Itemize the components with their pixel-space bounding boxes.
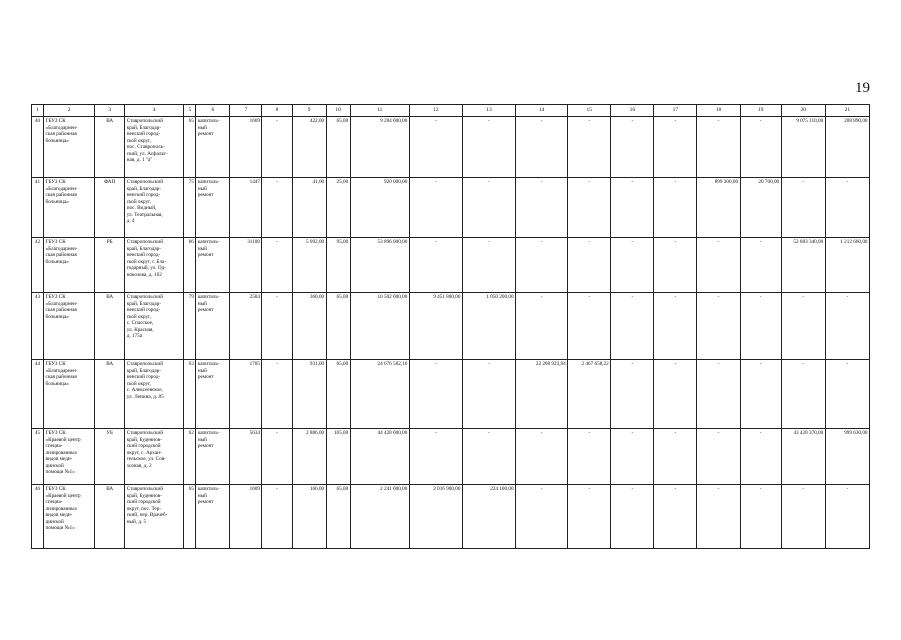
table-row: [32, 293, 870, 360]
column-header: 11: [350, 105, 409, 117]
table-cell: 1 050 200,00: [462, 293, 515, 360]
table-cell: -: [262, 485, 292, 549]
column-header: 15: [568, 105, 611, 117]
table-cell: -: [781, 485, 825, 549]
table-cell: 65: [184, 117, 196, 178]
table-cell: 422,00: [292, 117, 326, 178]
table-cell: 66: [184, 238, 196, 293]
table-cell: -: [516, 178, 568, 238]
table-cell: 2 886,00: [292, 429, 326, 485]
table-cell: -: [462, 429, 515, 485]
table-cell: -: [825, 485, 869, 549]
column-header: 1: [32, 105, 44, 117]
table-cell: -: [568, 293, 611, 360]
table-cell: -: [654, 293, 697, 360]
table-cell: -: [781, 178, 825, 238]
table-cell: -: [654, 360, 697, 429]
table-cell: -: [262, 360, 292, 429]
table-cell: -: [825, 360, 869, 429]
table-cell: капиталь- ный ремонт: [196, 238, 230, 293]
table-cell: -: [781, 293, 825, 360]
table-cell: -: [611, 117, 654, 178]
table-cell: 1447: [230, 178, 262, 238]
table-row: [32, 117, 870, 178]
table-cell: 41: [32, 178, 44, 238]
table-cell: 25,00: [326, 178, 350, 238]
table-cell: -: [611, 238, 654, 293]
column-header: 7: [230, 105, 262, 117]
column-number-row: [32, 105, 870, 117]
table-cell: 79: [184, 293, 196, 360]
table-cell: 1705: [230, 360, 262, 429]
table-cell: -: [409, 117, 462, 178]
table-cell: -: [568, 178, 611, 238]
table-cell: -: [654, 178, 697, 238]
table-cell: -: [697, 238, 740, 293]
table-cell: -: [409, 360, 462, 429]
table-row: [32, 485, 870, 549]
column-header: 4: [125, 105, 184, 117]
table-cell: 40: [32, 117, 44, 178]
table-cell: 24 676 582,16: [350, 360, 409, 429]
table-body: [32, 117, 870, 549]
table-cell: -: [568, 485, 611, 549]
column-header: 9: [292, 105, 326, 117]
table-cell: ГБУЗ СК «Благодарнен- ская районная больница»: [44, 238, 95, 293]
table-cell: -: [611, 178, 654, 238]
table-cell: -: [611, 429, 654, 485]
table-cell: 46: [32, 485, 44, 549]
table-cell: УБ: [95, 429, 125, 485]
column-header: 6: [196, 105, 230, 117]
table-cell: Ставропольский край, Благодар- ненский город- ской округ, с. Спасское, ул. Красная, д. 175а: [125, 293, 184, 360]
table-cell: 41,00: [292, 178, 326, 238]
table-cell: -: [654, 429, 697, 485]
table-cell: ВА: [95, 360, 125, 429]
column-header: 2: [44, 105, 95, 117]
table-cell: 1609: [230, 485, 262, 549]
table-cell: 899 300,00: [697, 178, 740, 238]
table-cell: -: [697, 117, 740, 178]
table-cell: 105,00: [326, 429, 350, 485]
table-cell: Ставропольский край, Благодар- ненский город- ской округ, г. Бла- годарный, ул. Од- нокозова, д. 162: [125, 238, 184, 293]
page-number: 19: [855, 80, 870, 96]
table-row: [32, 429, 870, 485]
table-cell: 9 284 000,00: [350, 117, 409, 178]
table-cell: -: [740, 360, 781, 429]
column-header: 5: [184, 105, 196, 117]
table-cell: -: [654, 485, 697, 549]
table-cell: -: [409, 178, 462, 238]
table-cell: 44 428 000,00: [350, 429, 409, 485]
table-row: [32, 360, 870, 429]
table-cell: ВА: [95, 117, 125, 178]
table-cell: 999 630,00: [825, 429, 869, 485]
table-cell: 62: [184, 429, 196, 485]
table-cell: -: [568, 117, 611, 178]
table-cell: ГБУЗ СК «Благодарнен- ская районная больница»: [44, 178, 95, 238]
table-cell: 2 467 658,22: [568, 360, 611, 429]
table-cell: -: [462, 360, 515, 429]
column-header: 13: [462, 105, 515, 117]
table-cell: 42: [32, 238, 44, 293]
table-row: [32, 238, 870, 293]
column-header: 16: [611, 105, 654, 117]
table-cell: 166,00: [292, 485, 326, 549]
table-cell: ВА: [95, 293, 125, 360]
table-cell: -: [516, 117, 568, 178]
column-header: 3: [95, 105, 125, 117]
table-cell: -: [409, 429, 462, 485]
table-cell: -: [409, 238, 462, 293]
table-cell: -: [262, 293, 292, 360]
table-cell: ГБУЗ СК «Благодарнен- ская районная больница»: [44, 293, 95, 360]
table-cell: 45: [32, 429, 44, 485]
table-cell: 65,00: [326, 117, 350, 178]
table-cell: Ставропольский край, Благодар- ненский город- ской округ, с. Алексеевское, ул. Ленина, д. 85: [125, 360, 184, 429]
table-cell: -: [740, 429, 781, 485]
column-header: 21: [825, 105, 869, 117]
table-cell: капиталь- ный ремонт: [196, 485, 230, 549]
table-cell: 920 000,00: [350, 178, 409, 238]
registry-table: [31, 104, 870, 549]
table-cell: 65,00: [326, 485, 350, 549]
table-cell: Ставропольский край, Буденнов- ский городской округ, пос. Тер- ский, пер. Врачеб- ный, д. 5: [125, 485, 184, 549]
table-cell: 52 683 340,00: [781, 238, 825, 293]
table-cell: 20 700,00: [740, 178, 781, 238]
table-cell: капиталь- ный ремонт: [196, 429, 230, 485]
table-cell: 5634: [230, 429, 262, 485]
table-cell: капиталь- ный ремонт: [196, 293, 230, 360]
table-cell: -: [740, 238, 781, 293]
table-cell: -: [462, 117, 515, 178]
table-cell: 2 241 000,00: [350, 485, 409, 549]
table-cell: 931,00: [292, 360, 326, 429]
table-cell: -: [611, 485, 654, 549]
table-cell: 2 016 900,00: [409, 485, 462, 549]
table-cell: -: [697, 429, 740, 485]
table-cell: 63: [184, 360, 196, 429]
column-header: 8: [262, 105, 292, 117]
table-cell: -: [568, 429, 611, 485]
table-cell: -: [462, 178, 515, 238]
table-cell: капиталь- ный ремонт: [196, 360, 230, 429]
table-cell: 44: [32, 360, 44, 429]
table-cell: -: [740, 117, 781, 178]
table-cell: -: [262, 429, 292, 485]
table-cell: ГБУЗ СК «Благодарнен- ская районная больница»: [44, 360, 95, 429]
table-cell: РБ: [95, 238, 125, 293]
column-header: 14: [516, 105, 568, 117]
table-cell: Ставропольский край, Буденнов- ский городской округ, с. Архан- гельское, ул. Сов- хозная, д. 2: [125, 429, 184, 485]
table-cell: 9 451 800,00: [409, 293, 462, 360]
table-cell: -: [516, 293, 568, 360]
table-cell: -: [262, 117, 292, 178]
table-cell: 75: [184, 178, 196, 238]
table-cell: 65,00: [326, 360, 350, 429]
table-cell: 2504: [230, 293, 262, 360]
table-cell: -: [740, 485, 781, 549]
table-cell: -: [611, 293, 654, 360]
table-cell: -: [825, 293, 869, 360]
table-cell: 1 212 660,00: [825, 238, 869, 293]
table-cell: -: [516, 429, 568, 485]
table-cell: Ставропольский край, Благодар- ненский город- ской округ, пос. Видный, ул. Театральная, д. 4: [125, 178, 184, 238]
table-cell: 65,00: [326, 293, 350, 360]
column-header: 10: [326, 105, 350, 117]
table-cell: -: [654, 117, 697, 178]
table-cell: -: [654, 238, 697, 293]
table-cell: капиталь- ный ремонт: [196, 117, 230, 178]
column-header: 12: [409, 105, 462, 117]
table-cell: 10 502 000,00: [350, 293, 409, 360]
table-cell: -: [611, 360, 654, 429]
table-cell: капиталь- ный ремонт: [196, 178, 230, 238]
table-cell: 95,00: [326, 238, 350, 293]
table-cell: -: [516, 238, 568, 293]
table-cell: 1669: [230, 117, 262, 178]
table-cell: ГБУЗ СК «Краевой центр специа- лизированных видов меди- цинской помощи №1»: [44, 429, 95, 485]
table-cell: -: [262, 178, 292, 238]
table-cell: 22 208 923,94: [516, 360, 568, 429]
table-cell: 5 092,00: [292, 238, 326, 293]
table-cell: Ставропольский край, Благодар- ненский город- ской округ, пос. Ставрополь- ский, ул. Асфальт- ная, д. 1 "а": [125, 117, 184, 178]
column-header: 19: [740, 105, 781, 117]
column-header: 17: [654, 105, 697, 117]
table-cell: ГБУЗ СК «Благодарнен- ская районная больница»: [44, 117, 95, 178]
column-header: 20: [781, 105, 825, 117]
table-cell: -: [462, 238, 515, 293]
table-cell: 9 075 110,00: [781, 117, 825, 178]
table-cell: 53 896 000,00: [350, 238, 409, 293]
table-cell: -: [568, 238, 611, 293]
table-cell: 65: [184, 485, 196, 549]
table-cell: ВА: [95, 485, 125, 549]
table-cell: 31100: [230, 238, 262, 293]
table-cell: -: [262, 238, 292, 293]
table-cell: -: [697, 360, 740, 429]
table-cell: ГБУЗ СК «Краевой центр специа- лизированных видов меди- цинской помощи №1»: [44, 485, 95, 549]
table-cell: -: [781, 360, 825, 429]
table-cell: -: [740, 293, 781, 360]
table-cell: 43 428 370,00: [781, 429, 825, 485]
table-cell: 224 100,00: [462, 485, 515, 549]
table-cell: ФАП: [95, 178, 125, 238]
column-header: 18: [697, 105, 740, 117]
table-cell: 360,00: [292, 293, 326, 360]
table-cell: -: [697, 485, 740, 549]
table-cell: -: [516, 485, 568, 549]
table-cell: 208 890,00: [825, 117, 869, 178]
table-cell: 43: [32, 293, 44, 360]
table-cell: -: [697, 293, 740, 360]
table-row: [32, 178, 870, 238]
table-cell: -: [825, 178, 869, 238]
